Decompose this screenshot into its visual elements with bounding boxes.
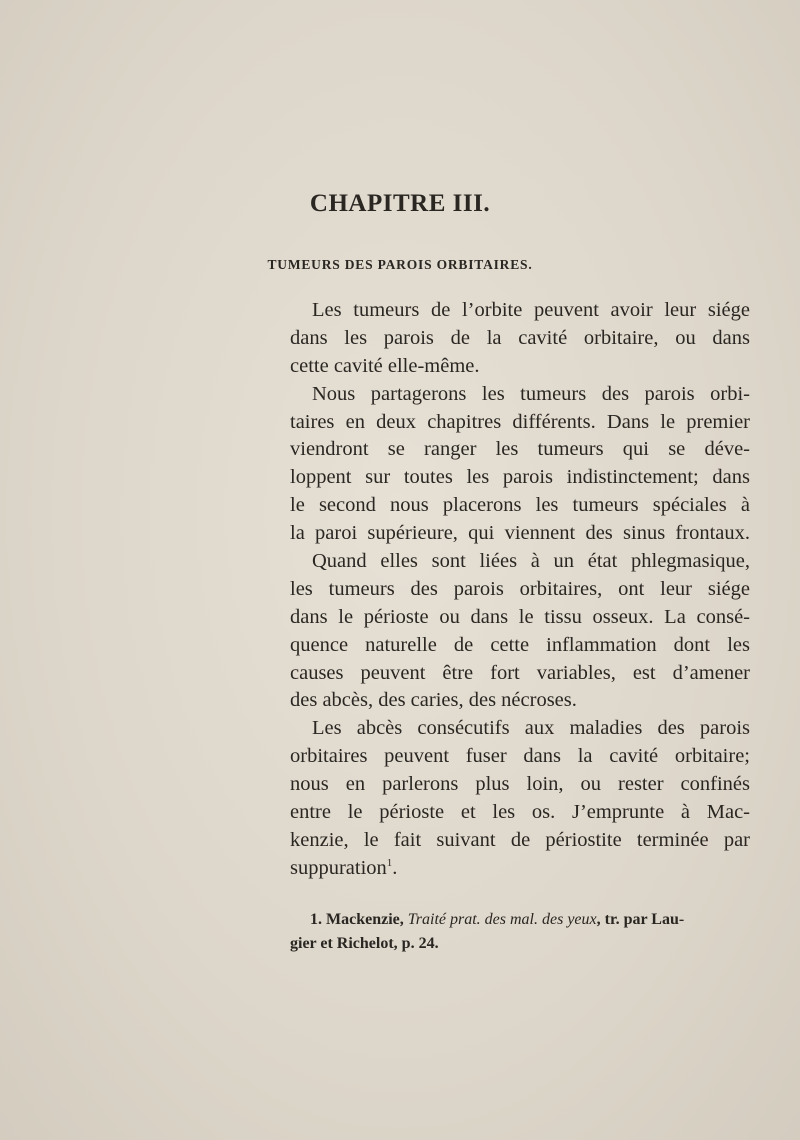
body-text: [290, 297, 750, 883]
text-line: le second nous placerons les tumeurs spéciales à: [290, 494, 750, 517]
text-line: dans le périoste ou dans le tissu osseux. La consé-: [290, 605, 750, 628]
text-line: Les abcès consécutifs aux maladies des parois: [312, 717, 750, 740]
text-line: des abcès, des caries, des nécroses.: [290, 689, 577, 712]
paragraph: [290, 297, 750, 381]
text-line: dans les parois de la cavité orbitaire, ou dans: [290, 326, 750, 349]
text-fragment: .: [392, 856, 398, 879]
text-line: Nous partagerons les tumeurs des parois orbi-: [312, 382, 750, 405]
text-line: Les tumeurs de l’orbite peuvent avoir leur siége: [312, 299, 750, 321]
text-line: quence naturelle de cette inflammation dont les: [290, 633, 750, 656]
chapter-subtitle: TUMEURS DES PAROIS ORBITAIRES.: [267, 257, 533, 272]
footnote-author: Mackenzie,: [326, 911, 404, 928]
text-line: orbitaires peuvent fuser dans la cavité orbitaire;: [290, 745, 750, 768]
footnote-reference: 1: [386, 856, 393, 869]
paragraph: [290, 381, 750, 548]
text-line: causes peuvent être fort variables, est d’amener: [290, 661, 750, 684]
text-line: entre le périoste et les os. J’emprunte à Mac-: [290, 801, 750, 824]
footnote-number: 1.: [310, 911, 322, 928]
text-fragment: suppuration: [290, 856, 387, 879]
footnote: [290, 908, 750, 956]
text-line: Quand elles sont liées à un état phlegmasique,: [312, 550, 750, 573]
text-line: loppent sur toutes les parois indistinctement; dans: [290, 466, 750, 489]
text-line: kenzie, le fait suivant de périostite terminée par: [290, 828, 750, 851]
text-line: viendront se ranger les tumeurs qui se déve-: [290, 438, 750, 461]
text-line: les tumeurs des parois orbitaires, ont leur siége: [290, 577, 750, 600]
text-line: la paroi supérieure, qui viennent des sinus frontaux.: [290, 522, 750, 545]
footnote-title: Traité prat. des mal. des yeux: [407, 911, 597, 928]
chapter-title: CHAPITRE III.: [309, 190, 491, 217]
footnote-text: , tr. par Lau-: [596, 911, 685, 928]
paragraph: [290, 548, 750, 715]
text-line: taires en deux chapitres différents. Dans le premier: [290, 410, 750, 433]
footnote-line: [290, 908, 750, 932]
text-line-last: [290, 855, 750, 883]
text-line: cette cavité elle-même.: [290, 354, 480, 377]
footnote-line: gier et Richelot, p. 24.: [290, 935, 439, 952]
text-line: nous en parlerons plus loin, ou rester confinés: [290, 773, 750, 796]
paragraph: [290, 715, 750, 882]
